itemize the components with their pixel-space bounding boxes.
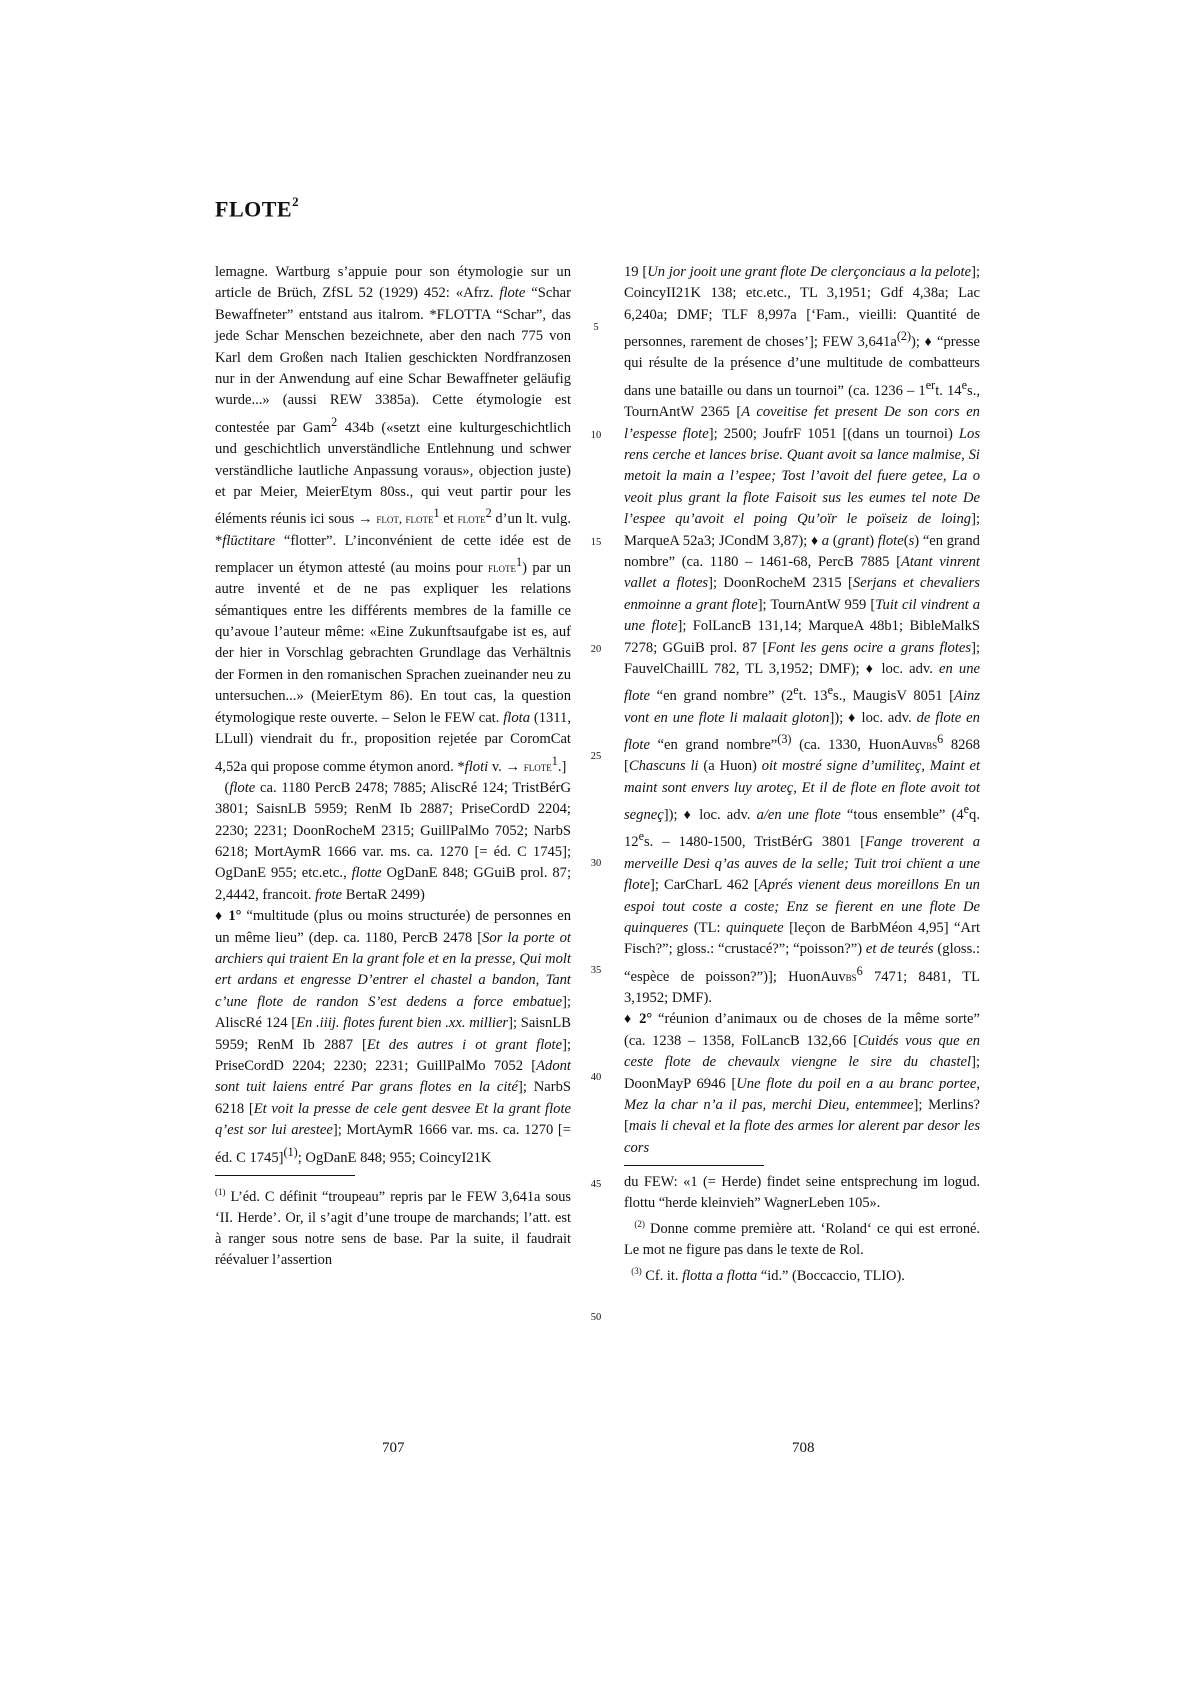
sense-1-paragraph: ♦ 1° “multitude (plus ou moins structurée) de personnes en un même lieu” (dep. ca. 1180, PercB 2478 [Sor la porte ot archiers qui traient En la grant fole et en la presse, Qui molt ert ardans et engresse D’entrer el chastel a bandon, Tant c’une flote de randon S’est dedens a force embatue]; AliscRé 124 [En .iiij. flotes furent bien .xx. millier]; SaisnLB 5959; RenM Ib 2887 [Et des autres i ot grant flote]; PriseCordD 2204; 2230; 2231; GuillPalMo 7052 [Adont sont tuit laiens entré Par grans flotes en la cité]; NarbS 6218 [Et voit la presse de cele gent desvee Et la grant flote q’est sor lui arestee]; MortAymR 1666 var. ms. ca. 1270 [= éd. C 1745]$^{(1)}$; OgDanE 848; 955; CoincyI21K xyxy=(215,908,571,1166)
footnote-1: $^{(1)}$ L’éd. C définit “troupeau” repris par le FEW 3,641a sous ‘II. Herde’. Or, il s’agit d’une troupe de marchands; l’att. est à ranger sous notre sens de base. Par la suite, il faudrait réévaluer l’assertion xyxy=(215,1186,571,1268)
left-column xyxy=(215,262,571,1271)
right-column xyxy=(624,262,980,1287)
page-number-left: 707 xyxy=(382,1440,405,1456)
footnote-2: $^{(2)}$ Donne comme première att. ‘Roland‘ ce qui est erroné. Le mot ne figure pas dans le texte de Rol. xyxy=(624,1219,980,1259)
entry-headword: FLOTE$^2$ xyxy=(215,194,300,222)
etymology-text: lemagne. Wartburg s’appuie pour son étymologie sur un article de Brüch, ZfSL 52 (1929) 452: «Afrz. flote “Schar Bewaffneter” entstand aus italrom. *FLOTTA “Schar”, das jede Schar Menschen bezeichnete, aber den nach 775 von Karl dem Großen nach Italien geschickten Nordfranzosen nur in der Anwendung auf eine Schar Bewaffneter geläufig wurde...» (aussi REW 3385a). Cette étymologie est contestée par Gam$^2$ 434b («setzt eine kulturgeschichtlich und geschichtlich unverständliche Entlehnung und schwer verständliche lautliche Anpassung voraus», objection juste) et par Meier, MeierEtym 80ss., qui veut partir pour les éléments réunis ici sous → flot, flote$^1$ et flote$^2$ d’un lt. vulg. *flūctitare “flotter”. L’inconvénient de cette idée est de remplacer un étymon attesté (au moins pour flote$^1$) par un autre inventé et de ne pas expliquer les relations sémantiques entre les différents membres de la famille ce qu’avoue l’auteur même: «Eine Zukunftsaufgabe ist es, auf der hier in Vorschlag gebrachten Grundlage das Verhältnis der Formen in den romanischen Sprachen zueinander neu zu untersuchen...» (MeierEtym 86). En tout cas, la question étymologique reste ouverte. – Selon le FEW cat. flota (1311, LLull) viendrait du fr., proposition rejetée par CoromCat 4,52a qui propose comme étymon anord. *floti v. → flote$^1$.] xyxy=(215,264,571,775)
footnote-3: $^{(3)}$ Cf. it. flotta a flotta “id.” (Boccaccio, TLIO). xyxy=(631,1266,905,1284)
sense-2-paragraph: ♦ 2° “réunion d’animaux ou de choses de la même sorte” (ca. 1238 – 1358, FolLancB 132,66 [Cuidés vous que en ceste flote de chevaulx viengne le sire du chastel]; DoonMayP 6946 [Une flote du poil en a au branc portee, Mez la char n’a il pas, merchi Dieu, entemmee]; Merlins? [mais li cheval et la flote des armes lor alerent par desor les cors xyxy=(624,1011,980,1156)
page-number-right: 708 xyxy=(792,1440,815,1456)
footnote-1-continuation: du FEW: «1 (= Herde) findet seine entsprechung im logud. flottu “herde kleinvieh” WagnerLeben 105». xyxy=(624,1174,980,1212)
sense-1-continuation: 19 [Un jor jooit une grant flote De clerçonciaus a la pelote]; CoincyII21K 138; etc.etc., TL 3,1951; Gdf 4,38a; Lac 6,240a; DMF; TLF 8,997a [‘Fam., vieilli: Quantité de personnes, rarement de choses’]; FEW $3,641a^{(2)}$); ♦ “presse qui résulte de la présence d’une multitude de combatteurs dans une bataille ou dans un tournoi” (ca. 1236 – 1ert. 14es., TournAntW 2365 [A coveitise fet present De son cors en l’espesse flote]; 2500; JoufrF 1051 [(dans un tournoi) Los rens cerche et lances brise. Quant avoit sa lance malmise, Si metoit la main a l’espee; Tost l’avoit del fuere getee, La o veoit plus grant la flote Faisoit sus les eumes tel note De l’espee qu’avoit el poing Qu’oïr le poïseiz de loing]; MarqueA 52a3; JCondM 3,87); ♦ a (grant) flote(s) “en grand nombre” (ca. 1180 – 1461-68, PercB 7885 [Atant vinrent vallet a flotes]; DoonRocheM 2315 [Serjans et chevaliers enmoinne a grant flote]; TournAntW 959 [Tuit cil vindrent a une flote]; FolLancB 131,14; MarqueA 48b1; BibleMalkS 7278; GGuiB prol. 87 [Font les gens ocire a grans flotes]; FauvelChaillL 782, TL 3,1952; DMF); ♦ loc. adv. en une flote “en grand nombre” (2et. 13es., MaugisV 8051 [Ainz vont en une flote li malaait gloton]); ♦ loc. adv. de flote en flote “en grand nombre”$^{(3)}$ (ca. 1330, HuonAuvbs$^6$ 8268 [Chascuns li (a Huon) oit mostré signe d’umiliteç, Maint et maint sont envers luy aroteç, Et il de flote en flote avoit tot segneç]); ♦ loc. adv. a/en une flote “tous ensemble” (4eq. 12es. – 1480-1500, TristBérG 3801 [Fange troverent a merveille Desi q’as auves de la selle; Tuit troi chïent a une flote]; CarCharL 462 [Aprés vienent deus moreillons En un espoi tout coste a coste; Enz se fierent en une flote De quinqueres (TL: quinquete [leçon de BarbMéon 4,95] “Art Fisch?”; gloss.: “crustacé?”; “poisson?”) et de teurés (gloss.: “espèce de poisson?”)]; HuonAuvbs$^6$ 7471; 8481, TL 3,1952; DMF). xyxy=(624,264,981,1007)
forms-paragraph: (flote ca. 1180 PercB 2478; 7885; AliscRé 124; TristBérG 3801; SaisnLB 5959; RenM Ib 2887; PriseCordD 2204; 2230; 2231; DoonRocheM 2315; GuillPalMo 7052; NarbS 6218; MortAymR 1666 var. ms. ca. 1270 [= éd. C 1745]; OgDanE 955; etc.etc., flotte OgDanE 848; GGuiB prol. 87; 2,4442, francoit. frote BertaR 2499) xyxy=(215,779,571,903)
footnote-rule xyxy=(624,1165,764,1166)
footnote-rule xyxy=(215,1175,355,1176)
